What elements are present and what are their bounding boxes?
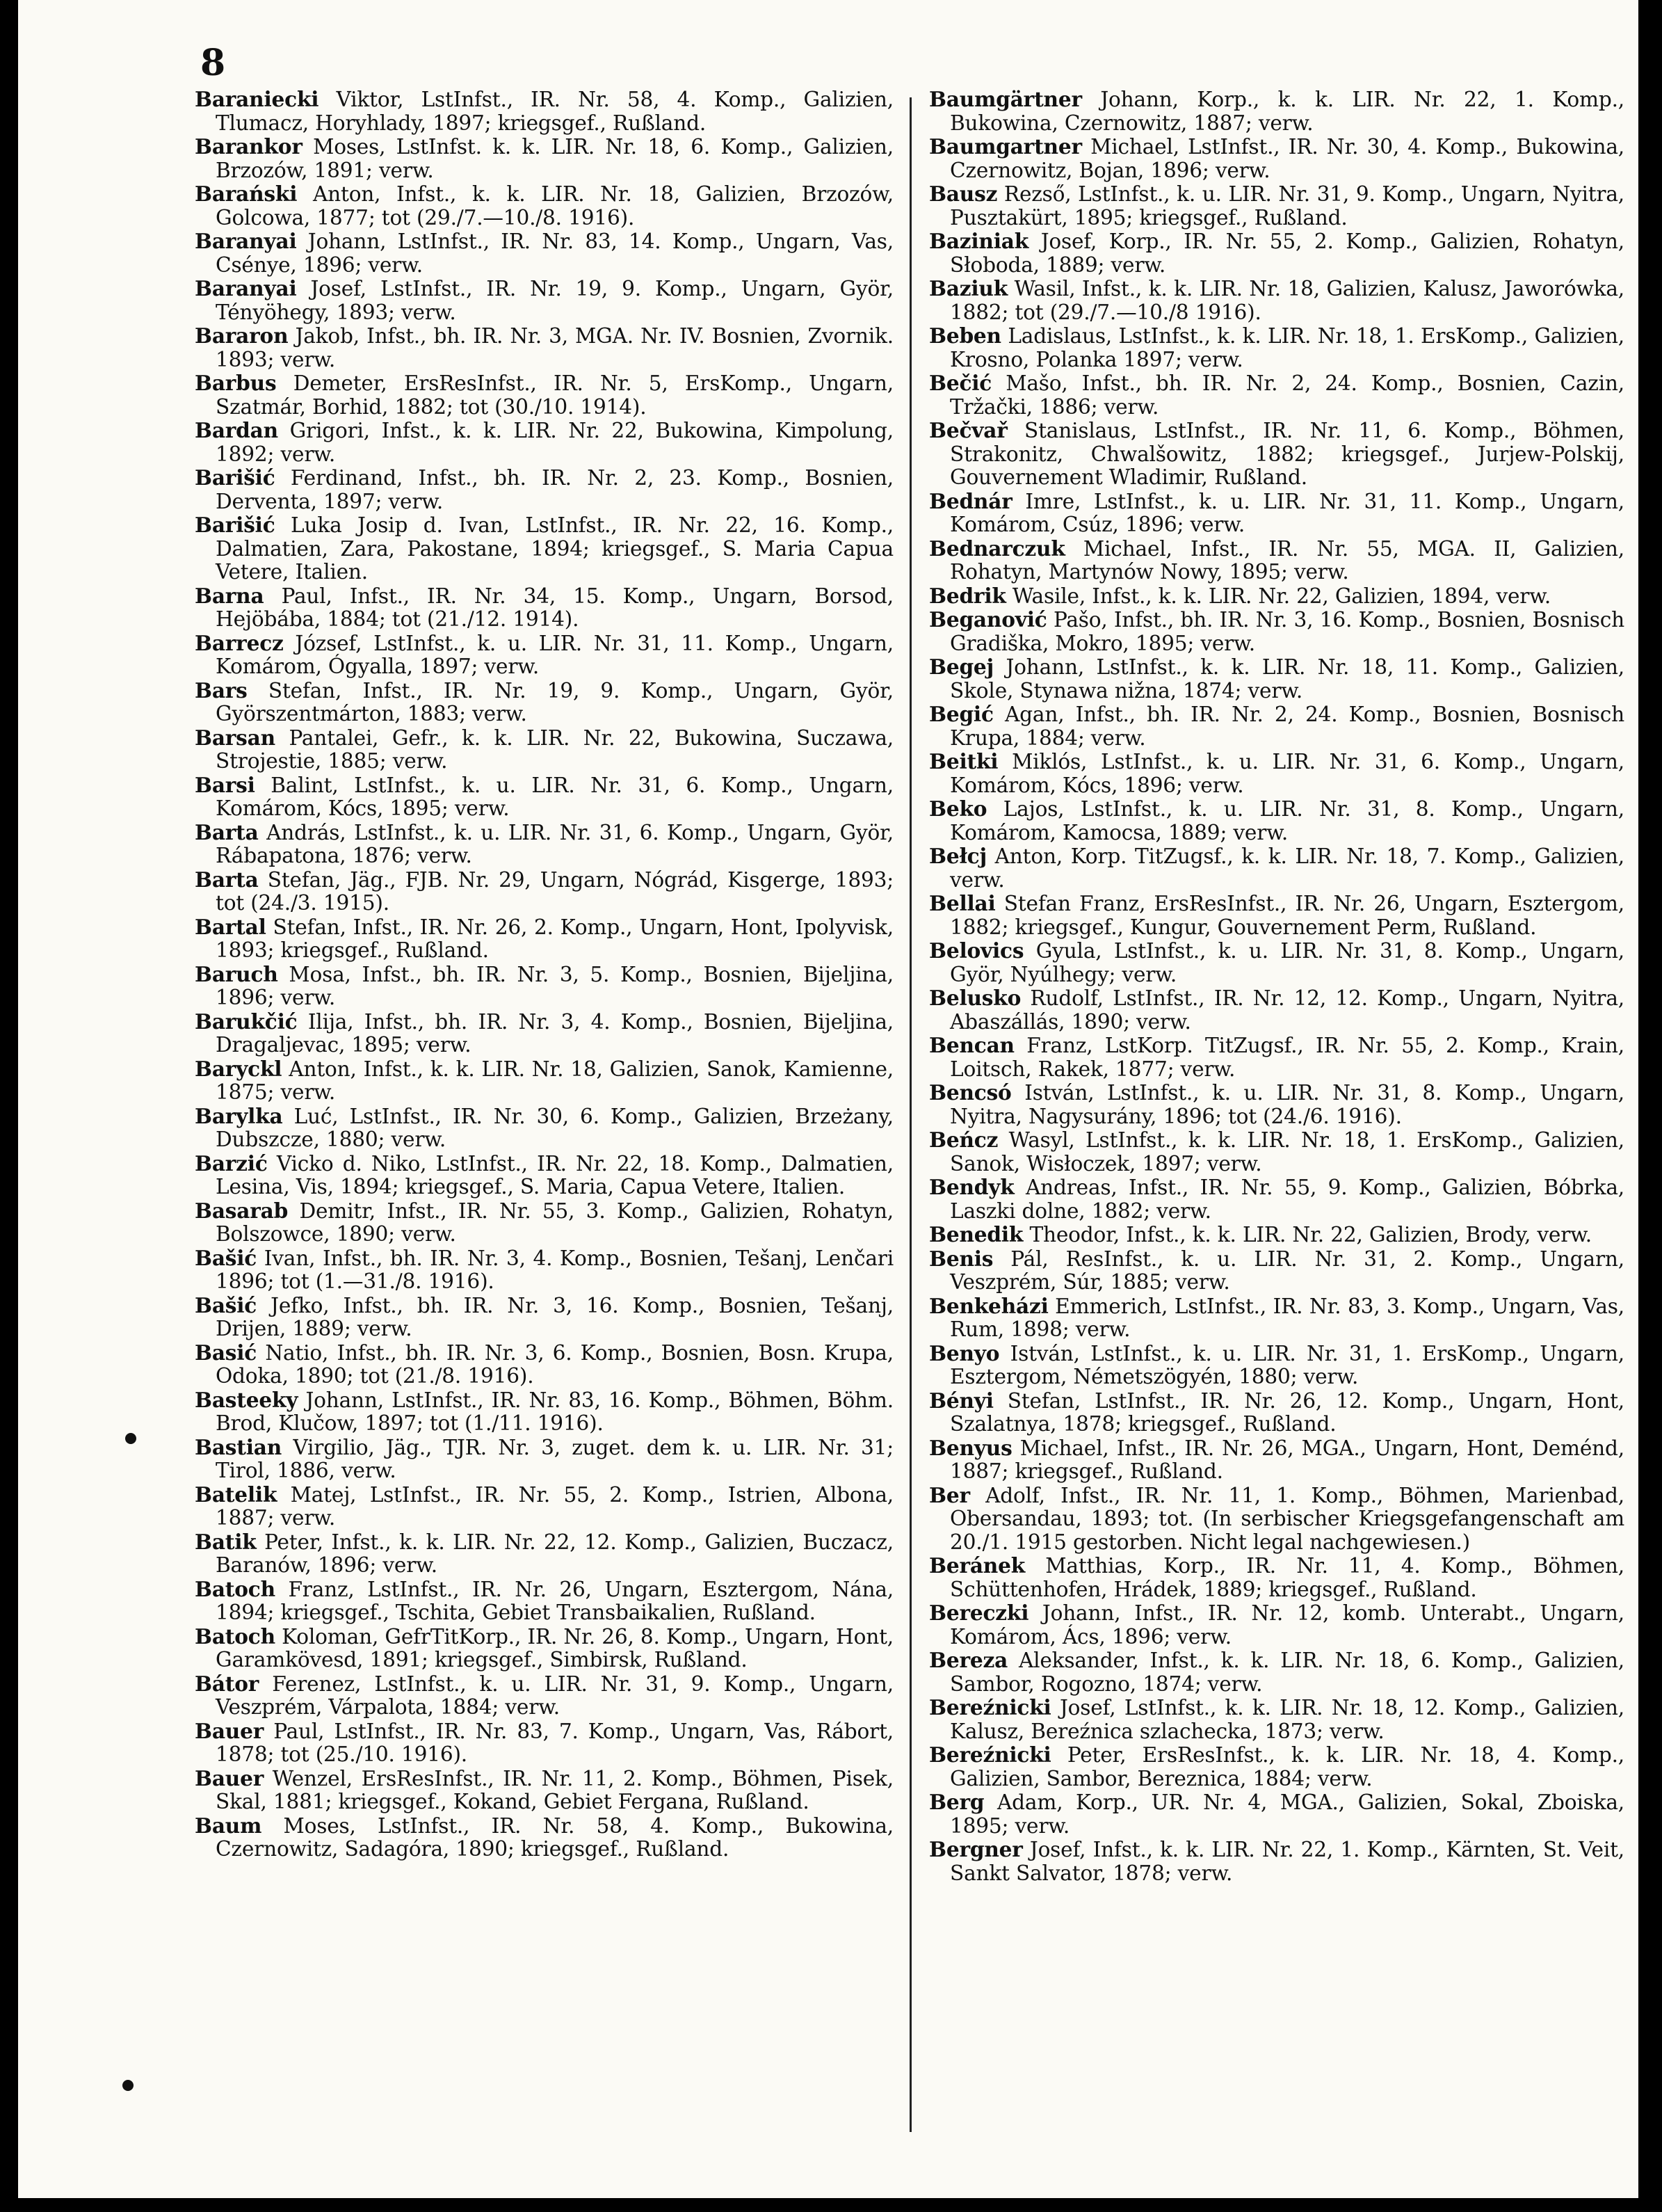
entry-details: Anton, Korp. TitZugsf., k. k. LIR. Nr. 18, 7. Komp., Galizien, verw. [950, 844, 1624, 892]
column-divider [910, 97, 912, 2132]
entry-details: Matthias, Korp., IR. Nr. 11, 4. Komp., Böhmen, Schüttenhofen, Hrádek, 1889; kriegsgef., Rußland. [950, 1554, 1624, 1601]
entry-surname: Benyus [929, 1435, 1012, 1460]
entry-details: Stefan Franz, ErsResInfst., IR. Nr. 26, Ungarn, Esztergom, 1882; kriegsgef., Kungur, Gouvernement Perm, Rußland. [950, 892, 1624, 939]
entry-surname: Bardan [195, 418, 278, 442]
list-entry [195, 513, 894, 584]
entry-surname: Barbus [195, 371, 277, 395]
list-entry [929, 1484, 1624, 1555]
list-entry [195, 324, 894, 371]
list-entry [929, 419, 1624, 490]
list-entry [929, 537, 1624, 584]
entry-surname: Beitki [929, 749, 999, 774]
list-entry [195, 1672, 894, 1720]
entry-surname: Benedik [929, 1222, 1024, 1247]
entry-surname: Baumgärtner [929, 87, 1082, 111]
entry-surname: Barrecz [195, 630, 284, 655]
list-entry [929, 1034, 1624, 1081]
page-number: 8 [200, 42, 226, 84]
entry-details: Anton, Infst., k. k. LIR. Nr. 18, Galizien, Brzozów, Golcowa, 1877; tot (29./7.—10./8. 1916). [216, 182, 894, 230]
entry-surname: Barišić [195, 465, 275, 490]
list-entry [929, 1601, 1624, 1649]
list-entry [929, 1081, 1624, 1128]
list-entry [929, 1295, 1624, 1342]
entry-surname: Barankor [195, 134, 302, 159]
entry-surname: Begić [929, 702, 994, 726]
entry-details: Stefan, Jäg., FJB. Nr. 29, Ungarn, Nógrád, Kisgerge, 1893; tot (24./3. 1915). [216, 867, 894, 915]
list-entry [195, 1294, 894, 1341]
entry-surname: Basarab [195, 1198, 289, 1223]
entry-details: Lajos, LstInfst., k. u. LIR. Nr. 31, 8. Komp., Ungarn, Komárom, Kamocsa, 1889; verw. [950, 797, 1624, 844]
entry-surname: Bartal [195, 914, 266, 939]
list-entry [195, 1152, 894, 1199]
entry-surname: Bednarczuk [929, 536, 1065, 561]
entry-details: Moses, LstInfst. k. k. LIR. Nr. 18, 6. Komp., Galizien, Brzozów, 1891; verw. [216, 135, 894, 182]
entry-surname: Batoch [195, 1624, 275, 1649]
entry-surname: Bereza [929, 1648, 1008, 1672]
entry-surname: Barna [195, 583, 264, 608]
entry-surname: Ber [929, 1482, 970, 1507]
document-page [18, 0, 1638, 2198]
entry-details: Miklós, LstInfst., k. u. LIR. Nr. 31, 6. Komp., Ungarn, Komárom, Kócs, 1896; verw. [950, 750, 1624, 797]
entry-details: Jefko, Infst., bh. IR. Nr. 3, 16. Komp., Bosnien, Tešanj, Drijen, 1889; verw. [216, 1293, 894, 1340]
entry-details: Pašo, Infst., bh. IR. Nr. 3, 16. Komp., Bosnien, Bosnisch Gradiška, Mokro, 1895; verw. [950, 608, 1624, 655]
entry-details: Agan, Infst., bh. IR. Nr. 2, 24. Komp., Bosnien, Bosnisch Krupa, 1884; verw. [950, 703, 1624, 750]
entry-details: Josef, Korp., IR. Nr. 55, 2. Komp., Galizien, Rohatyn, Słoboda, 1889; verw. [950, 230, 1624, 277]
entry-details: Viktor, LstInfst., IR. Nr. 58, 4. Komp., Galizien, Tlumacz, Horyhlady, 1897; kriegsgef., Rußland. [216, 88, 894, 135]
list-entry [195, 1578, 894, 1625]
entry-details: Stefan, Infst., IR. Nr. 19, 9. Komp., Ungarn, Györ, Györszentmárton, 1883; verw. [216, 678, 894, 726]
list-entry [929, 277, 1624, 324]
list-entry [929, 797, 1624, 844]
entry-details: Paul, Infst., IR. Nr. 34, 15. Komp., Ungarn, Borsod, Hejöbába, 1884; tot (21./12. 1914). [216, 584, 894, 631]
entry-surname: Benis [929, 1246, 994, 1271]
list-entry [929, 490, 1624, 537]
list-entry [195, 726, 894, 774]
entry-details: István, LstInfst., k. u. LIR. Nr. 31, 1. ErsKomp., Ungarn, Esztergom, Németszögyén, 1880; verw. [950, 1341, 1624, 1388]
margin-mark [125, 1433, 136, 1444]
entry-details: Franz, LstKorp. TitZugsf., IR. Nr. 55, 2. Komp., Krain, Loitsch, Rakek, 1877; verw. [950, 1034, 1624, 1081]
entry-details: Johann, LstInfst., k. k. LIR. Nr. 18, 11. Komp., Galizien, Skole, Stynawa nižna, 1874; verw. [950, 655, 1624, 703]
entry-surname: Baruch [195, 961, 278, 986]
entry-surname: Barta [195, 819, 259, 844]
entry-surname: Baum [195, 1813, 262, 1838]
list-entry [929, 88, 1624, 135]
list-entry [929, 135, 1624, 182]
entry-surname: Beko [929, 796, 987, 821]
list-entry [929, 608, 1624, 655]
entry-surname: Baziuk [929, 276, 1008, 300]
entry-details: Josef, Infst., k. k. LIR. Nr. 22, 1. Komp., Kärnten, St. Veit, Sankt Salvator, 1878; verw. [950, 1838, 1624, 1885]
entry-surname: Barta [195, 867, 259, 892]
entry-surname: Bereczki [929, 1601, 1029, 1625]
entry-surname: Bełcj [929, 844, 987, 868]
entry-surname: Beben [929, 323, 1001, 348]
entry-details: Demitr, Infst., IR. Nr. 55, 3. Komp., Galizien, Rohatyn, Bolszowce, 1890; verw. [216, 1199, 894, 1246]
list-entry [195, 1767, 894, 1814]
entry-surname: Bauer [195, 1718, 264, 1743]
list-entry [195, 1247, 894, 1294]
entry-details: Gyula, LstInfst., k. u. LIR. Nr. 31, 8. Komp., Ungarn, Györ, Nyúlhegy; verw. [950, 939, 1624, 986]
left-column [195, 88, 894, 1861]
list-entry [195, 679, 894, 726]
list-entry [929, 1790, 1624, 1838]
list-entry [929, 844, 1624, 892]
entry-surname: Baumgartner [929, 134, 1082, 159]
list-entry [929, 750, 1624, 797]
entry-details: Michael, Infst., IR. Nr. 55, MGA. II, Galizien, Rohatyn, Martynów Nowy, 1895; verw. [950, 536, 1624, 584]
list-entry [929, 371, 1624, 419]
entry-surname: Batelik [195, 1482, 277, 1507]
list-entry [195, 230, 894, 277]
entry-surname: Begej [929, 655, 994, 679]
list-entry [195, 868, 894, 915]
entry-surname: Baranyai [195, 229, 297, 253]
entry-surname: Bencan [929, 1033, 1015, 1057]
entry-surname: Basić [195, 1340, 257, 1365]
entry-surname: Beránek [929, 1553, 1026, 1578]
list-entry [195, 1720, 894, 1767]
list-entry [929, 1128, 1624, 1176]
entry-surname: Berg [929, 1790, 985, 1814]
entry-surname: Barsi [195, 772, 255, 797]
entry-details: Wasile, Infst., k. k. LIR. Nr. 22, Galizien, 1894, verw. [1012, 584, 1551, 608]
entry-details: Ivan, Infst., bh. IR. Nr. 3, 4. Komp., Bosnien, Tešanj, Lenčari 1896; tot (1.—31./8. 1916). [216, 1246, 894, 1293]
entry-surname: Bečić [929, 371, 992, 395]
entry-details: Rezső, LstInfst., k. u. LIR. Nr. 31, 9. Komp., Ungarn, Nyitra, Pusztakürt, 1895; kriegsgef., Rußland. [950, 182, 1624, 230]
entry-surname: Bátor [195, 1671, 259, 1696]
entry-details: Johann, Korp., k. k. LIR. Nr. 22, 1. Komp., Bukowina, Czernowitz, 1887; verw. [950, 88, 1624, 135]
list-entry [195, 277, 894, 324]
entry-details: Ladislaus, LstInfst., k. k. LIR. Nr. 18, 1. ErsKomp., Galizien, Krosno, Polanka 1897; verw. [950, 324, 1624, 371]
entry-details: Stefan, Infst., IR. Nr. 26, 2. Komp., Ungarn, Hont, Ipolyvisk, 1893; kriegsgef., Rußland. [216, 915, 894, 962]
entry-details: Luka Josip d. Ivan, LstInfst., IR. Nr. 22, 16. Komp., Dalmatien, Zara, Pakostane, 1894; kriegsgef., S. Maria Capua Vetere, Italien. [216, 513, 894, 584]
list-entry [195, 821, 894, 868]
entry-surname: Bereźnicki [929, 1742, 1051, 1767]
entry-details: Wasil, Infst., k. k. LIR. Nr. 18, Galizien, Kalusz, Jaworówka, 1882; tot (29./7.—10./8 1916). [950, 277, 1624, 324]
list-entry [195, 419, 894, 466]
list-entry [195, 182, 894, 230]
list-entry [929, 655, 1624, 703]
entry-surname: Bašić [195, 1292, 257, 1317]
entry-surname: Barylka [195, 1103, 283, 1128]
entry-surname: Bauer [195, 1765, 264, 1790]
entry-surname: Belusko [929, 986, 1022, 1010]
entry-surname: Bencsó [929, 1080, 1012, 1105]
entry-details: Stanislaus, LstInfst., IR. Nr. 11, 6. Komp., Böhmen, Strakonitz, Chwalšowitz, 1882; kriegsgef., Jurjew-Polskij, Gouvernement Wladimir, Rußland. [950, 419, 1624, 489]
entry-surname: Bényi [929, 1388, 994, 1413]
list-entry [929, 182, 1624, 230]
entry-details: Peter, Infst., k. k. LIR. Nr. 22, 12. Komp., Galizien, Buczacz, Baranów, 1896; verw. [216, 1530, 894, 1577]
entry-surname: Benyo [929, 1340, 1000, 1365]
entry-details: Josef, LstInfst., k. k. LIR. Nr. 18, 12. Komp., Galizien, Kalusz, Bereźnica szlachecka, 1873; verw. [950, 1696, 1624, 1743]
entry-details: Johann, LstInfst., IR. Nr. 83, 16. Komp., Böhmen, Böhm. Brod, Klučow, 1897; tot (1./11. 1916). [216, 1388, 894, 1435]
entry-surname: Bečvař [929, 418, 1008, 442]
list-entry [929, 230, 1624, 277]
entry-surname: Baziniak [929, 229, 1029, 253]
entry-details: Andreas, Infst., IR. Nr. 55, 9. Komp., Galizien, Bóbrka, Laszki dolne, 1882; verw. [950, 1176, 1624, 1223]
entry-details: Natio, Infst., bh. IR. Nr. 3, 6. Komp., Bosnien, Bosn. Krupa, Odoka, 1890; tot (21./8. 1916). [216, 1340, 894, 1388]
entry-details: Peter, ErsResInfst., k. k. LIR. Nr. 18, 4. Komp., Galizien, Sambor, Bereznica, 1884; verw. [950, 1743, 1624, 1790]
entry-surname: Barišić [195, 513, 275, 537]
list-entry [195, 774, 894, 821]
entry-details: Josef, LstInfst., IR. Nr. 19, 9. Komp., Ungarn, Györ, Tényöhegy, 1893; verw. [216, 277, 894, 324]
entry-surname: Baranyai [195, 276, 297, 300]
entry-surname: Bausz [929, 182, 998, 206]
entry-details: Michael, LstInfst., IR. Nr. 30, 4. Komp., Bukowina, Czernowitz, Bojan, 1896; verw. [950, 135, 1624, 182]
entry-details: Luć, LstInfst., IR. Nr. 30, 6. Komp., Galizien, Brzeżany, Dubszcze, 1880; verw. [216, 1104, 894, 1151]
entry-surname: Batik [195, 1529, 257, 1554]
entry-details: Adam, Korp., UR. Nr. 4, MGA., Galizien, Sokal, Zboiska, 1895; verw. [950, 1790, 1624, 1838]
entry-details: Ilija, Infst., bh. IR. Nr. 3, 4. Komp., Bosnien, Bijeljina, Dragaljevac, 1895; verw. [216, 1009, 894, 1057]
entry-details: Ferenez, LstInfst., k. u. LIR. Nr. 31, 9. Komp., Ungarn, Veszprém, Várpalota, 1884; verw. [216, 1672, 894, 1719]
entry-surname: Batoch [195, 1576, 275, 1601]
entry-surname: Benkeházi [929, 1293, 1049, 1318]
entry-surname: Bars [195, 678, 248, 703]
entry-surname: Baryckl [195, 1056, 282, 1081]
entry-details: Matej, LstInfst., IR. Nr. 55, 2. Komp., Istrien, Albona, 1887; verw. [216, 1482, 894, 1530]
entry-details: Demeter, ErsResInfst., IR. Nr. 5, ErsKomp., Ungarn, Szatmár, Borhid, 1882; tot (30./10. 1914). [216, 371, 894, 419]
entry-surname: Bararon [195, 323, 289, 348]
list-entry [929, 1436, 1624, 1484]
entry-details: Mašo, Infst., bh. IR. Nr. 2, 24. Komp., Bosnien, Cazin, Tržački, 1886; verw. [950, 371, 1624, 419]
entry-details: Adolf, Infst., IR. Nr. 11, 1. Komp., Böhmen, Marienbad, Obersandau, 1893; tot. (In serbischer Kriegsgefangenschaft am 20./1. 1915 gestorben. Nicht legal nachgewiesen.) [950, 1483, 1624, 1554]
list-entry [195, 1388, 894, 1436]
list-entry [195, 963, 894, 1010]
entry-details: Pál, ResInfst., k. u. LIR. Nr. 31, 2. Komp., Ungarn, Veszprém, Súr, 1885; verw. [950, 1247, 1624, 1294]
list-entry [929, 1696, 1624, 1743]
list-entry [929, 324, 1624, 371]
entry-details: Balint, LstInfst., k. u. LIR. Nr. 31, 6. Komp., Ungarn, Komárom, Kócs, 1895; verw. [216, 773, 894, 820]
list-entry [195, 1436, 894, 1483]
entry-details: Theodor, Infst., k. k. LIR. Nr. 22, Galizien, Brody, verw. [1029, 1223, 1592, 1247]
entry-details: Jakob, Infst., bh. IR. Nr. 3, MGA. Nr. IV. Bosnien, Zvornik. 1893; verw. [216, 324, 894, 371]
entry-details: Stefan, LstInfst., IR. Nr. 26, 12. Komp., Ungarn, Hont, Szalatnya, 1878; kriegsgef., Rußland. [950, 1388, 1624, 1436]
list-entry [929, 1554, 1624, 1601]
entry-surname: Bedrik [929, 583, 1006, 608]
list-entry [929, 939, 1624, 986]
entry-surname: Bašić [195, 1245, 257, 1270]
entry-details: Johann, LstInfst., IR. Nr. 83, 14. Komp., Ungarn, Vas, Csénye, 1896; verw. [216, 230, 894, 277]
entry-surname: Bendyk [929, 1175, 1015, 1199]
entry-surname: Bereźnicki [929, 1695, 1051, 1720]
entry-details: Grigori, Infst., k. k. LIR. Nr. 22, Bukowina, Kimpolung, 1892; verw. [216, 419, 894, 466]
list-entry [929, 986, 1624, 1034]
entry-details: Rudolf, LstInfst., IR. Nr. 12, 12. Komp., Ungarn, Nyitra, Abaszállás, 1890; verw. [950, 986, 1624, 1034]
list-entry [929, 1649, 1624, 1696]
entry-surname: Beganović [929, 607, 1047, 632]
list-entry [929, 1743, 1624, 1790]
list-entry [195, 1625, 894, 1672]
entry-details: Aleksander, Infst., k. k. LIR. Nr. 18, 6. Komp., Galizien, Sambor, Rogozno, 1874; verw. [950, 1649, 1624, 1696]
list-entry [929, 1223, 1624, 1247]
list-entry [195, 1105, 894, 1152]
entry-details: Wasyl, LstInfst., k. k. LIR. Nr. 18, 1. ErsKomp., Galizien, Sanok, Wisłoczek, 1897; verw. [950, 1128, 1624, 1176]
entry-details: József, LstInfst., k. u. LIR. Nr. 31, 11. Komp., Ungarn, Komárom, Ógyalla, 1897; verw. [216, 631, 894, 678]
entry-surname: Barzić [195, 1151, 268, 1176]
entry-details: Moses, LstInfst., IR. Nr. 58, 4. Komp., Bukowina, Czernowitz, Sadagóra, 1890; kriegsgef., Rußland. [216, 1813, 894, 1861]
entry-surname: Barański [195, 182, 298, 206]
list-entry [929, 1389, 1624, 1436]
entry-details: Mosa, Infst., bh. IR. Nr. 3, 5. Komp., Bosnien, Bijeljina, 1896; verw. [216, 962, 894, 1009]
list-entry [929, 1342, 1624, 1389]
list-entry [929, 1838, 1624, 1885]
entry-details: Johann, Infst., IR. Nr. 12, komb. Unterabt., Ungarn, Komárom, Ács, 1896; verw. [950, 1601, 1624, 1649]
list-entry [195, 632, 894, 679]
list-entry [929, 892, 1624, 939]
list-entry [929, 584, 1624, 609]
entry-surname: Belovics [929, 938, 1024, 963]
entry-surname: Bellai [929, 891, 996, 915]
entry-surname: Bergner [929, 1837, 1023, 1861]
entry-details: Franz, LstInfst., IR. Nr. 26, Ungarn, Esztergom, Nána, 1894; kriegsgef., Tschita, Gebiet Transbaikalien, Rußland. [216, 1577, 894, 1624]
list-entry [195, 1530, 894, 1578]
entry-details: Emmerich, LstInfst., IR. Nr. 83, 3. Komp., Ungarn, Vas, Rum, 1898; verw. [950, 1294, 1624, 1341]
list-entry [195, 1010, 894, 1057]
entry-details: Anton, Infst., k. k. LIR. Nr. 18, Galizien, Sanok, Kamienne, 1875; verw. [216, 1057, 894, 1104]
entry-details: Wenzel, ErsResInfst., IR. Nr. 11, 2. Komp., Böhmen, Pisek, Skal, 1881; kriegsgef., Kokand, Gebiet Fergana, Rußland. [216, 1766, 894, 1813]
entry-details: Vicko d. Niko, LstInfst., IR. Nr. 22, 18. Komp., Dalmatien, Lesina, Vis, 1894; kriegsgef., S. Maria, Capua Vetere, Italien. [216, 1151, 894, 1199]
entry-surname: Basteeky [195, 1387, 298, 1412]
entry-details: Virgilio, Jäg., TJR. Nr. 3, zuget. dem k. u. LIR. Nr. 31; Tirol, 1886, verw. [216, 1435, 894, 1482]
list-entry [195, 466, 894, 513]
list-entry [195, 88, 894, 135]
entry-surname: Barukčić [195, 1009, 298, 1034]
entry-surname: Baraniecki [195, 87, 319, 111]
entry-surname: Bednár [929, 488, 1012, 513]
list-entry [195, 371, 894, 419]
list-entry [929, 1176, 1624, 1223]
list-entry [195, 584, 894, 632]
list-entry [929, 1247, 1624, 1295]
list-entry [195, 1814, 894, 1861]
list-entry [195, 915, 894, 963]
margin-mark [122, 2080, 134, 2091]
list-entry [195, 1199, 894, 1247]
list-entry [195, 1341, 894, 1388]
list-entry [195, 1057, 894, 1105]
entry-surname: Barsan [195, 725, 275, 750]
entry-surname: Bastian [195, 1434, 282, 1459]
list-entry [929, 703, 1624, 750]
entry-surname: Beńcz [929, 1128, 999, 1152]
entry-details: Pantalei, Gefr., k. k. LIR. Nr. 22, Bukowina, Suczawa, Strojestie, 1885; verw. [216, 726, 894, 773]
list-entry [195, 1483, 894, 1530]
list-entry [195, 135, 894, 182]
entry-details: István, LstInfst., k. u. LIR. Nr. 31, 8. Komp., Ungarn, Nyitra, Nagysurány, 1896; tot (24./6. 1916). [950, 1081, 1624, 1128]
entry-details: Michael, Infst., IR. Nr. 26, MGA., Ungarn, Hont, Deménd, 1887; kriegsgef., Rußland. [950, 1436, 1624, 1483]
right-column [929, 88, 1624, 1885]
entry-details: Ferdinand, Infst., bh. IR. Nr. 2, 23. Komp., Bosnien, Derventa, 1897; verw. [216, 466, 894, 513]
entry-details: Paul, LstInfst., IR. Nr. 83, 7. Komp., Ungarn, Vas, Rábort, 1878; tot (25./10. 1916). [216, 1719, 894, 1766]
entry-details: András, LstInfst., k. u. LIR. Nr. 31, 6. Komp., Ungarn, Györ, Rábapatona, 1876; verw. [216, 820, 894, 867]
entry-details: Imre, LstInfst., k. u. LIR. Nr. 31, 11. Komp., Ungarn, Komárom, Csúz, 1896; verw. [950, 489, 1624, 536]
entry-details: Koloman, GefrTitKorp., IR. Nr. 26, 8. Komp., Ungarn, Hont, Garamkövesd, 1891; kriegsgef., Simbirsk, Rußland. [216, 1624, 894, 1672]
